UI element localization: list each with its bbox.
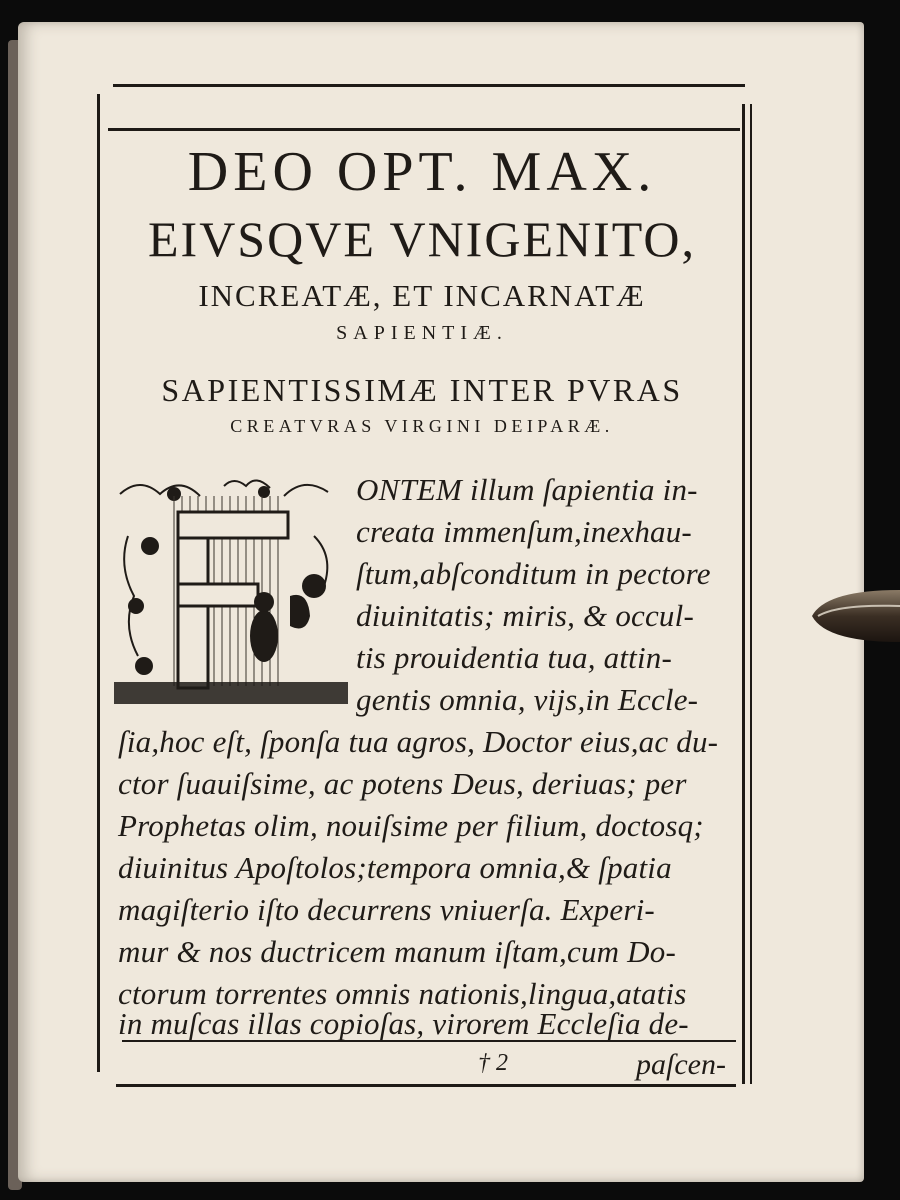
body-line-9: Prophetas olim, nouiſsime per filium, doctosq;: [118, 808, 704, 843]
heading-line-2: EIVSQVE VNIGENITO,: [148, 211, 696, 267]
body-line-1: ONTEM illum ſapientia in-: [356, 472, 698, 507]
heading-line-3: INCREATÆ, ET INCARNATÆ: [198, 278, 646, 313]
top-rule-inner: [108, 128, 740, 131]
heading-line-1: DEO OPT. MAX.: [187, 141, 657, 203]
signature-mark: † 2: [478, 1050, 508, 1076]
heading-line-6: CREATVRAS VIRGINI DEIPARÆ.: [230, 416, 614, 436]
body-line-10: diuinitus Apoſtolos;tempora omnia,& ſpatia: [118, 850, 672, 885]
body-line-14: in muſcas illas copioſas, virorem Eccleſia de-: [118, 1006, 689, 1041]
catchword: paſcen-: [636, 1048, 726, 1081]
body-line-12: mur & nos ductricem manum iſtam,cum Do-: [118, 934, 676, 969]
heading-line-4: SAPIENTIÆ.: [336, 322, 508, 344]
body-line-13: ctorum torrentes omnis nationis,lingua,atatis: [118, 976, 687, 1011]
top-rule: [113, 84, 745, 87]
decorated-initial-F-icon: [114, 476, 348, 708]
body-line-6: gentis omnia, vijs,in Eccle-: [356, 682, 699, 717]
body-line-11: magiſterio iſto decurrens vniuerſa. Experi-: [118, 892, 655, 927]
bottom-rule: [116, 1084, 736, 1087]
body-line-7: ſia,hoc eſt, ſponſa tua agros, Doctor eius,ac du-: [118, 724, 719, 759]
body-line-4: diuinitatis; miris, & occul-: [356, 598, 694, 633]
body-line-8: ctor ſuauiſsime, ac potens Deus, deriuas; per: [118, 766, 687, 801]
heading-line-5: SAPIENTISSIMÆ INTER PVRAS: [161, 372, 683, 408]
body-line-2: creata immenſum,inexhau-: [356, 514, 692, 549]
body-line-3: ſtum,abſconditum in pectore: [356, 556, 711, 591]
frame-right-rule-outer: [750, 104, 752, 1084]
bookmark-tab-icon: [808, 586, 900, 646]
body-line-5: tis prouidentia tua, attin-: [356, 640, 672, 675]
